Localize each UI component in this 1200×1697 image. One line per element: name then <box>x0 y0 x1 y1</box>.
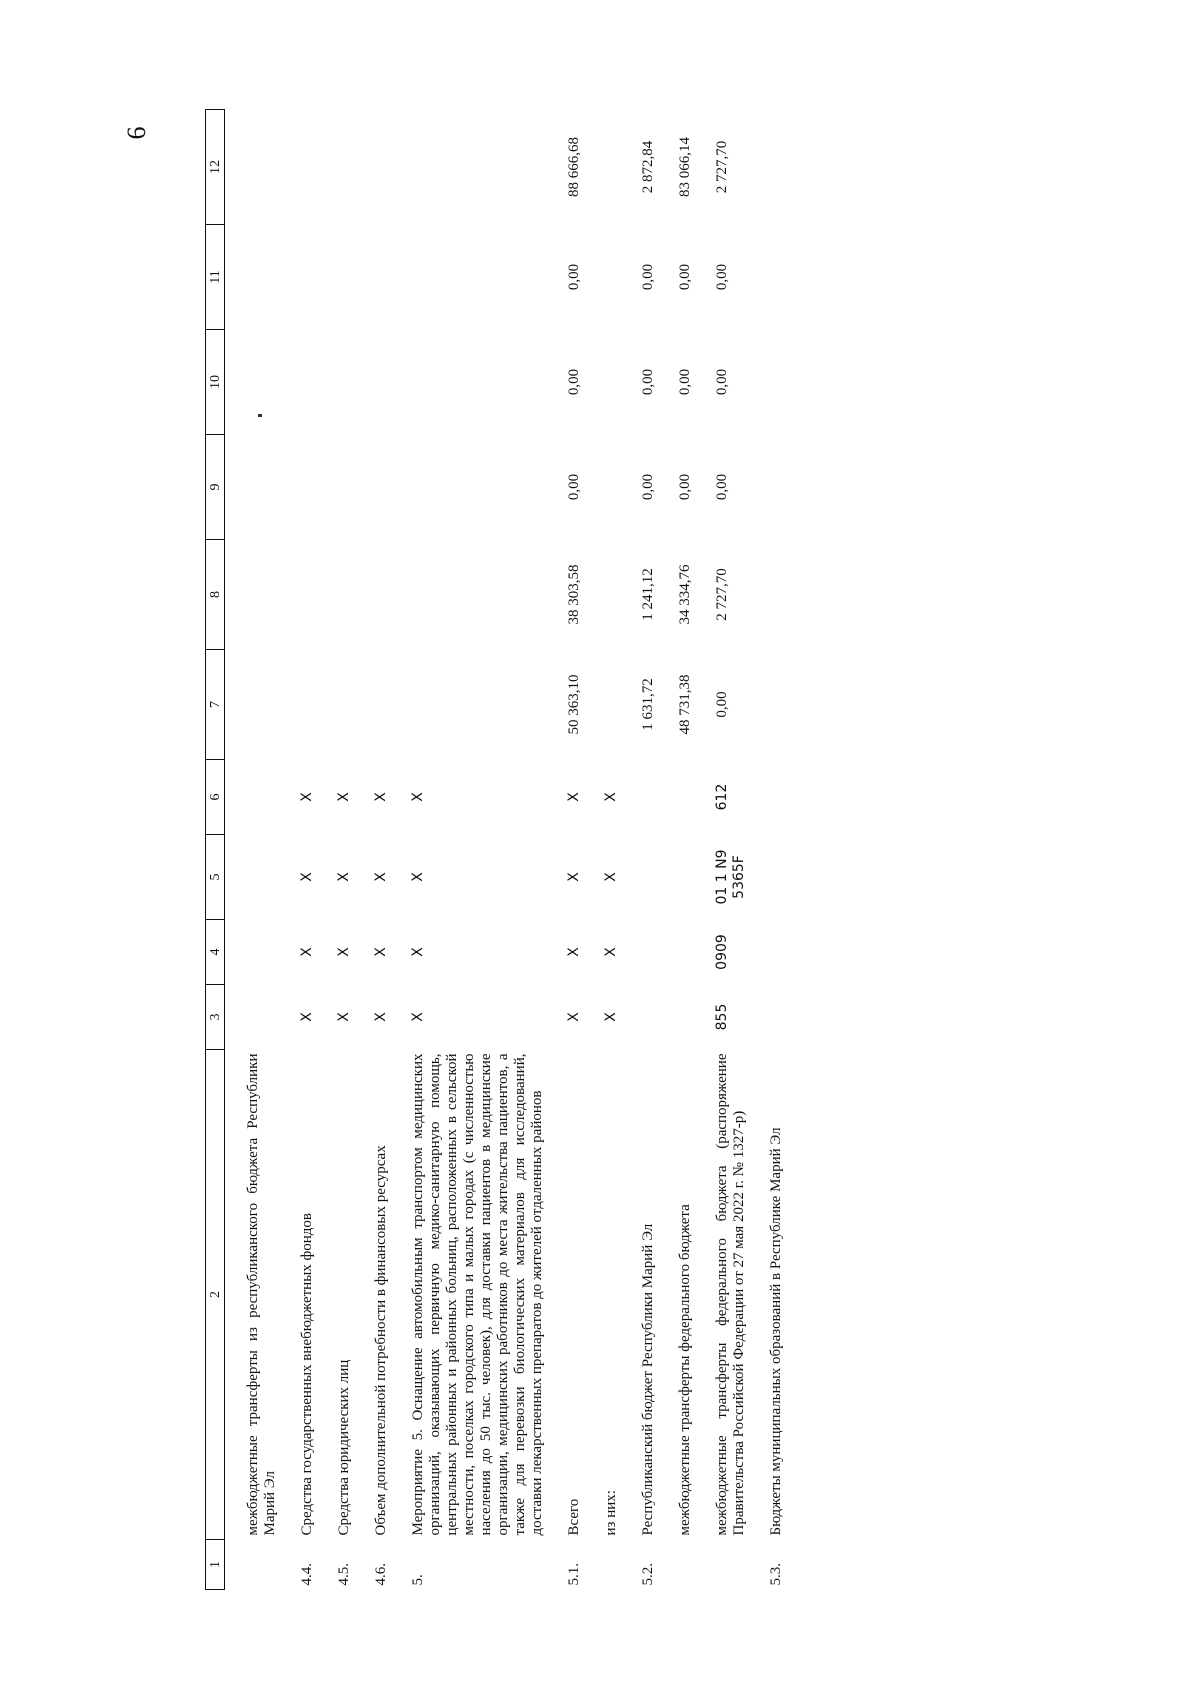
cell-col-2: межбюджетные трансферты федерального бюджета (распоряжение Правительства Российской Федерации от 27 мая 2022 г. № 1327-р) <box>714 1053 747 1536</box>
cell-col-10 <box>245 330 279 435</box>
header-col-1: 1 <box>206 1540 225 1590</box>
cell-col-1 <box>245 1540 279 1590</box>
cell-col-5: Х <box>373 872 389 882</box>
cell-col-5 <box>768 835 785 920</box>
cell-col-4: Х <box>566 947 582 957</box>
cell-col-1 <box>714 1540 748 1590</box>
cell-col-4 <box>245 920 279 985</box>
cell-col-4: Х <box>603 947 619 957</box>
cell-col-11 <box>768 225 785 330</box>
row-spacer-cell <box>316 110 336 1590</box>
cell-col-8 <box>245 540 279 650</box>
header-col-4: 4 <box>206 920 225 985</box>
cell-col-3: Х <box>603 1012 619 1022</box>
cell-col-8: 38 303,58 <box>566 564 582 625</box>
header-col-5: 5 <box>206 835 225 920</box>
table-row <box>603 110 620 1590</box>
cell-col-12: 88 666,68 <box>566 137 582 197</box>
row-spacer <box>620 110 640 1590</box>
cell-col-12 <box>336 110 353 225</box>
table-row <box>336 110 353 1590</box>
cell-col-6: Х <box>299 792 315 802</box>
row-spacer <box>694 110 714 1590</box>
cell-col-6: Х <box>603 792 619 802</box>
cell-col-7: 1 631,72 <box>640 678 656 731</box>
cell-col-2: Объем дополнительной потребности в финансовых ресурсах <box>373 1145 389 1536</box>
cell-col-5 <box>677 835 694 920</box>
cell-col-3: 855 <box>714 1003 730 1031</box>
row-spacer <box>225 110 246 1590</box>
cell-col-1 <box>603 1540 620 1590</box>
header-col-8: 8 <box>206 540 225 650</box>
table-row <box>245 110 279 1590</box>
cell-col-8: 34 334,76 <box>677 564 693 625</box>
cell-col-6 <box>768 760 785 835</box>
cell-col-9: 0,00 <box>566 473 582 501</box>
cell-col-7 <box>603 650 620 760</box>
cell-col-3: Х <box>566 1012 582 1022</box>
cell-col-10 <box>299 330 316 435</box>
header-col-3: 3 <box>206 985 225 1050</box>
cell-col-10 <box>410 330 546 435</box>
table-row <box>677 110 694 1590</box>
cell-col-12: 2 727,70 <box>714 140 730 194</box>
page-number: 6 <box>122 126 151 140</box>
row-spacer-cell <box>657 110 677 1590</box>
cell-col-12 <box>603 110 620 225</box>
cell-col-12 <box>245 110 279 225</box>
cell-col-10 <box>768 330 785 435</box>
cell-col-12 <box>410 110 546 225</box>
header-row <box>206 110 225 1590</box>
cell-col-1: 5.2. <box>640 1563 656 1586</box>
cell-col-6: Х <box>566 792 582 802</box>
cell-col-11: 0,00 <box>566 263 582 291</box>
cell-col-11 <box>603 225 620 330</box>
cell-col-1 <box>677 1540 694 1590</box>
header-col-9: 9 <box>206 435 225 540</box>
cell-col-3: Х <box>373 1012 389 1022</box>
row-spacer <box>316 110 336 1590</box>
cell-col-2: межбюджетные трансферты федерального бюджета <box>677 1204 693 1536</box>
cell-col-7 <box>299 650 316 760</box>
row-spacer-cell <box>225 110 246 1590</box>
cell-col-2: Средства юридических лиц <box>336 1359 352 1536</box>
table-row <box>566 110 583 1590</box>
row-spacer <box>390 110 410 1590</box>
table-row <box>714 110 748 1590</box>
cell-col-12 <box>299 110 316 225</box>
cell-col-7: 0,00 <box>714 691 730 718</box>
cell-col-11: 0,00 <box>714 263 730 291</box>
row-spacer <box>546 110 566 1590</box>
cell-col-11: 0,00 <box>677 263 693 291</box>
cell-col-7: 50 363,10 <box>566 674 582 735</box>
cell-col-3: Х <box>299 1012 315 1022</box>
row-spacer-cell <box>390 110 410 1590</box>
cell-col-8: 2 727,70 <box>714 568 730 621</box>
cell-col-5: 01 1 N9 5365F <box>714 849 747 905</box>
cell-col-4: Х <box>336 947 352 957</box>
cell-col-4: Х <box>410 947 426 957</box>
cell-col-12 <box>768 110 785 225</box>
cell-col-9: 0,00 <box>677 473 693 501</box>
cell-col-6: 612 <box>714 783 730 811</box>
row-spacer-cell <box>279 110 299 1590</box>
cell-col-9 <box>299 435 316 540</box>
cell-col-7 <box>245 650 279 760</box>
cell-col-7 <box>373 650 390 760</box>
header-col-7: 7 <box>206 650 225 760</box>
cell-col-6 <box>640 760 657 835</box>
cell-col-10 <box>336 330 353 435</box>
cell-col-6: Х <box>410 792 426 802</box>
cell-col-10: 0,00 <box>566 368 582 396</box>
cell-col-10: 0,00 <box>714 368 730 396</box>
cell-col-1: 4.6. <box>373 1563 389 1586</box>
cell-col-5: Х <box>603 872 619 882</box>
row-spacer <box>748 110 768 1590</box>
cell-col-1: 4.4. <box>299 1563 315 1586</box>
row-spacer-cell <box>353 110 373 1590</box>
cell-col-5 <box>640 835 657 920</box>
cell-col-4 <box>640 920 657 985</box>
cell-col-5 <box>245 835 279 920</box>
cell-col-2: Всего <box>566 1498 582 1536</box>
cell-col-6: Х <box>373 792 389 802</box>
cell-col-1: 5.3. <box>768 1563 784 1586</box>
cell-col-8 <box>768 540 785 650</box>
cell-col-2: Средства государственных внебюджетных фондов <box>299 1213 315 1536</box>
cell-col-1: 5. <box>410 1574 426 1586</box>
cell-col-5: Х <box>410 872 426 882</box>
cell-col-3 <box>677 985 694 1050</box>
cell-col-9 <box>373 435 390 540</box>
header-col-12: 12 <box>206 110 225 225</box>
cell-col-1: 5.1. <box>566 1563 582 1586</box>
cell-col-11 <box>410 225 546 330</box>
cell-col-11 <box>245 225 279 330</box>
cell-col-5: Х <box>336 872 352 882</box>
cell-col-9 <box>410 435 546 540</box>
cell-col-2: Республиканский бюджет Республики Марий Эл <box>640 1223 656 1536</box>
table-body <box>225 110 786 1590</box>
cell-col-6: Х <box>336 792 352 802</box>
cell-col-11: 0,00 <box>640 263 656 291</box>
cell-col-8: 1 241,12 <box>640 568 656 621</box>
cell-col-6 <box>245 760 279 835</box>
cell-col-4: Х <box>373 947 389 957</box>
cell-col-9: 0,00 <box>640 473 656 501</box>
table-row <box>373 110 390 1590</box>
row-spacer <box>353 110 373 1590</box>
row-spacer-cell <box>694 110 714 1590</box>
table-row <box>299 110 316 1590</box>
cell-col-7 <box>768 650 785 760</box>
cell-col-2: Мероприятие 5. Оснащение автомобильным транспортом медицинских организаций, оказывающих первичную медико-санитарную помощь, центральных районных и районных больниц, расположенных в сельской местности, поселках городского типа и малых городах (с численностью населения до 50 тыс. человек), для доставки пациентов в медицинские организации, медицинских работников до места жительства пациентов, а также для перевозки биологических материалов для исследований, доставки лекарственных препаратов до жителей отдаленных районов <box>410 1053 545 1536</box>
cell-col-2: из них: <box>603 1490 619 1536</box>
row-spacer <box>657 110 677 1590</box>
table-row <box>768 110 785 1590</box>
table-row <box>640 110 657 1590</box>
cell-col-9: 0,00 <box>714 473 730 501</box>
row-spacer-cell <box>748 110 768 1590</box>
cell-col-4 <box>677 920 694 985</box>
cell-col-4: Х <box>299 947 315 957</box>
cell-col-2: межбюджетные трансферты из республиканского бюджета Республики Марий Эл <box>245 1053 278 1536</box>
cell-col-11 <box>299 225 316 330</box>
cell-col-12 <box>373 110 390 225</box>
cell-col-3: Х <box>336 1012 352 1022</box>
cell-col-4: 0909 <box>714 934 730 970</box>
row-spacer-cell <box>583 110 603 1590</box>
header-col-6: 6 <box>206 760 225 835</box>
cell-col-5: Х <box>566 872 582 882</box>
rotated-table-container <box>205 110 1200 1590</box>
cell-col-2: Бюджеты муниципальных образований в Республике Марий Эл <box>768 1127 784 1536</box>
budget-table <box>205 109 785 1590</box>
cell-col-3 <box>245 985 279 1050</box>
cell-col-1: 4.5. <box>336 1563 352 1586</box>
cell-col-9 <box>245 435 279 540</box>
cell-col-8 <box>373 540 390 650</box>
cell-col-8 <box>299 540 316 650</box>
header-col-10: 10 <box>206 330 225 435</box>
cell-col-6 <box>677 760 694 835</box>
cell-col-10 <box>603 330 620 435</box>
cell-col-9 <box>603 435 620 540</box>
cell-col-10: 0,00 <box>640 368 656 396</box>
cell-col-8 <box>603 540 620 650</box>
cell-col-11 <box>373 225 390 330</box>
cell-col-12: 83 066,14 <box>677 137 693 197</box>
cell-col-7 <box>410 650 546 760</box>
cell-col-10: 0,00 <box>677 368 693 396</box>
header-col-2: 2 <box>206 1050 225 1540</box>
row-spacer-cell <box>620 110 640 1590</box>
table-header <box>206 110 225 1590</box>
cell-col-3: Х <box>410 1012 426 1022</box>
cell-col-8 <box>410 540 546 650</box>
cell-col-3 <box>640 985 657 1050</box>
row-spacer <box>583 110 603 1590</box>
row-spacer <box>279 110 299 1590</box>
cell-col-3 <box>768 985 785 1050</box>
cell-col-10 <box>373 330 390 435</box>
header-col-11: 11 <box>206 225 225 330</box>
cell-col-12: 2 872,84 <box>640 140 656 194</box>
row-spacer-cell <box>546 110 566 1590</box>
cell-col-7 <box>336 650 353 760</box>
cell-col-7: 48 731,38 <box>677 674 693 735</box>
cell-col-5: Х <box>299 872 315 882</box>
cell-col-8 <box>336 540 353 650</box>
cell-col-11 <box>336 225 353 330</box>
cell-col-4 <box>768 920 785 985</box>
cell-col-9 <box>336 435 353 540</box>
table-row <box>410 110 546 1590</box>
cell-col-9 <box>768 435 785 540</box>
